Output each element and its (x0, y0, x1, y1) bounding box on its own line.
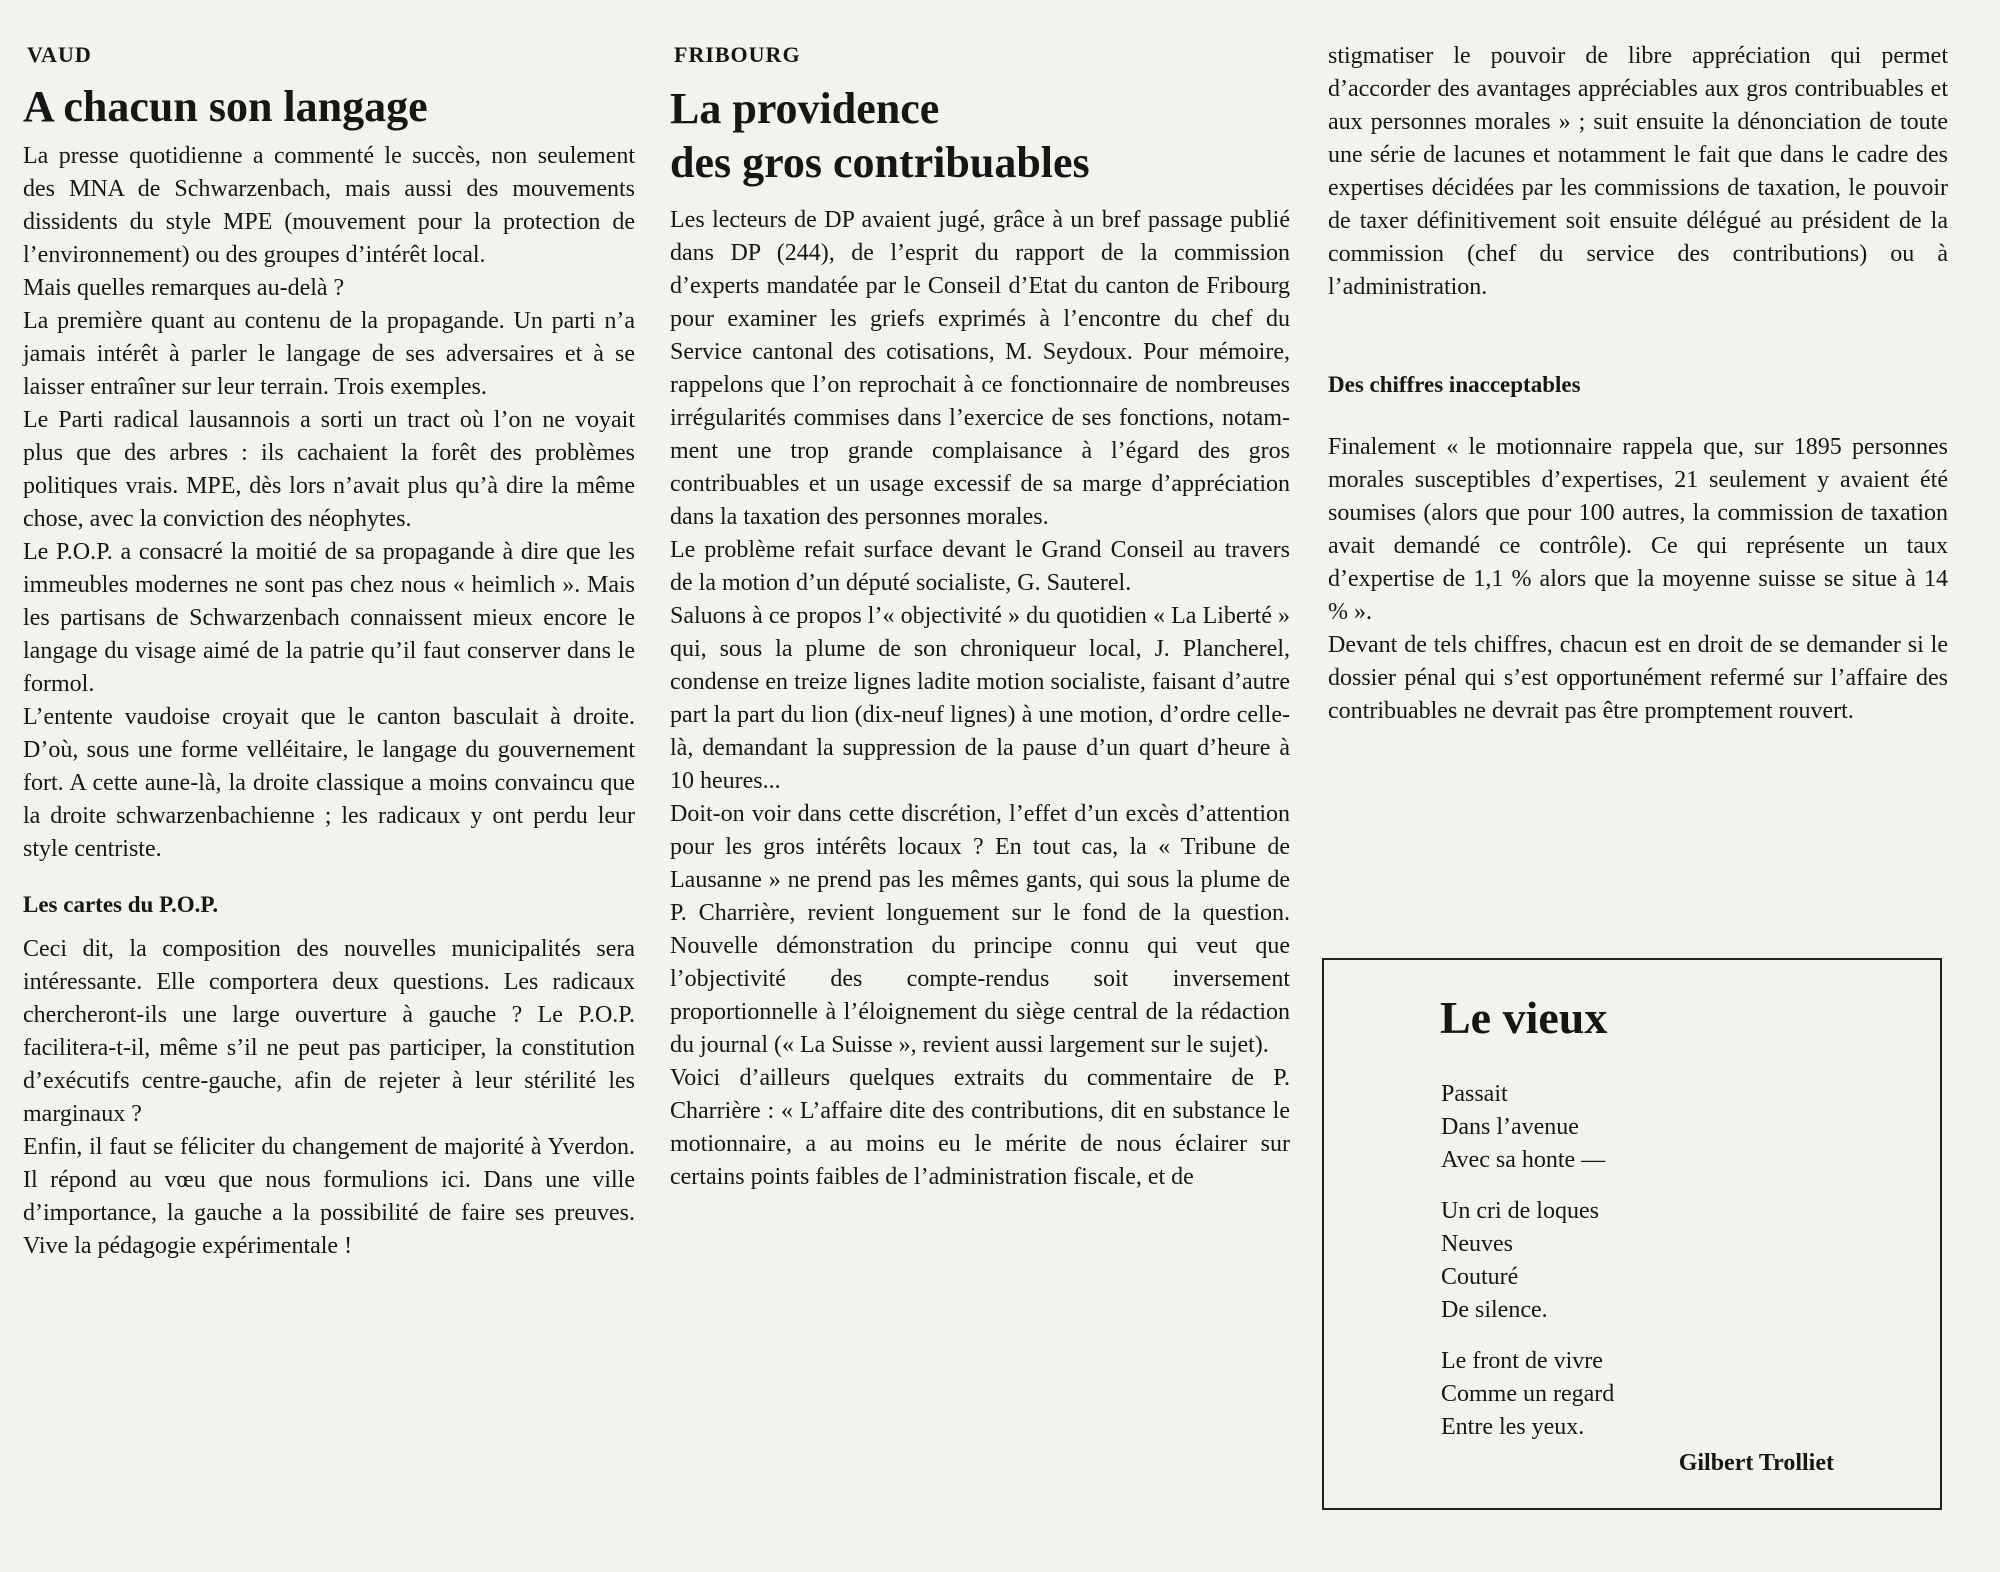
poem-line: Passait (1441, 1081, 1508, 1107)
poem-line: Un cri de loques (1441, 1198, 1599, 1224)
poem-stanza (1441, 1078, 1614, 1177)
paragraph: La première quant au contenu de la propagande. Un parti n’a jamais intérêt à parler le langage de ses adversaires et à se laisser entraîner sur leur terrain. Trois exemples. (23, 308, 635, 400)
poem-line: Entre les yeux. (1441, 1414, 1585, 1440)
paragraph: L’entente vaudoise croyait que le canton basculait à droite. D’où, sous une forme velléitaire, le langage du gouvernement fort. A cette aune-là, la droite classique a moins convaincu que la droite schwarzenbachienne ; les radicaux y ont perdu leur style centriste. (23, 704, 635, 862)
poem-author: Gilbert Trolliet (1678, 1450, 1834, 1476)
headline-line-2: des gros contribuables (670, 138, 1090, 187)
paragraph: Finalement « le motionnaire rappela que, sur 1895 personnes morales susceptibles d’expertises, 21 seulement y avaient été soumises (alors que pour 100 autres, la commission de taxation avait demandé ce contrôle). Ce qui représente un taux d’expertise de 1,1 % alors que la moyenne suisse se situe à 14 % ». (1328, 434, 1948, 625)
poem-line: Le front de vivre (1441, 1348, 1603, 1374)
paragraph: Ceci dit, la composition des nouvelles municipalités sera intéressante. Elle comportera deux questions. Les radicaux chercheront-ils une large ouverture à gauche ? Le P.O.P. facilitera-t-il, même s’il ne peut pas participer, la constitution d’exécutifs centre-gauche, afin de rejeter à leur stérilité les marginaux ? (23, 936, 635, 1127)
article-fribourg-continued (1328, 40, 1948, 728)
article-headline: A chacun son langage (23, 82, 428, 131)
paragraph: Le Parti radical lausannois a sorti un tract où l’on ne voyait plus que des arbres : ils cachaient la forêt des problèmes politiques vrais. MPE, dès lors n’avait plus qu’à dire la même chose, avec la conviction des néophytes. (23, 407, 635, 532)
paragraph: Saluons à ce propos l’« objectivité » du quotidien « La Liberté » qui, sous la plume de son chroniqueur local, J. Plancherel, condense en treize lignes ladite motion socialiste, faisant d’autre part la part du lion (dix-neuf lignes) à une motion, d’ordre celle-là, demandant la suppression de la pause d’un quart d’heure à 10 heures... (670, 603, 1290, 794)
article-fribourg (670, 38, 1290, 1194)
poem-line: Comme un regard (1441, 1381, 1615, 1407)
section-kicker: FRIBOURG (674, 42, 801, 67)
poem-title: Le vieux (1440, 992, 1608, 1043)
poem-line: Couturé (1441, 1264, 1519, 1290)
paragraph: stigmatiser le pouvoir de libre appréciation qui permet d’accorder des avantages appréciables aux gros contribuables et aux personnes morales » ; suit ensuite la dénonciation de toute une série de lacunes et notamment le fait que dans le cadre des expertises décidées par les commissions de taxation, le pouvoir de taxer définitivement soit ensuite délégué au président de la commission (chef du service des contributions) ou à l’administration. (1328, 43, 1948, 300)
poem-stanza (1441, 1345, 1614, 1444)
poem-stanza (1441, 1195, 1614, 1327)
section-kicker: VAUD (27, 42, 92, 67)
article-vaud (23, 38, 635, 1263)
paragraph: Devant de tels chiffres, chacun est en droit de se demander si le dossier pénal qui s’est opportunément refermé sur l’affaire des contribuables ne devrait pas être promptement rouvert. (1328, 632, 1948, 724)
poem-line: Neuves (1441, 1231, 1513, 1257)
paragraph: Voici d’ailleurs quelques extraits du commentaire de P. Charrière : « L’affaire dite des contributions, dit en substance le motionnaire, a au moins eu le mérite de nous éclairer sur certains points faibles de l’administration fiscale, et de (670, 1065, 1290, 1190)
paragraph: Mais quelles remarques au-delà ? (23, 275, 345, 301)
headline-line-1: La providence (670, 84, 940, 133)
poem-line: Dans l’avenue (1441, 1114, 1579, 1140)
poem-box (1322, 958, 1942, 1510)
poem-line: De silence. (1441, 1297, 1548, 1323)
paragraph: Le P.O.P. a consacré la moitié de sa propagande à dire que les immeubles modernes ne sont pas chez nous « heimlich ». Mais les partisans de Schwarzenbach connaissent mieux encore le langage du visage aimé de la patrie qu’il faut conserver dans le formol. (23, 539, 635, 697)
paragraph: Le problème refait surface devant le Grand Conseil au travers de la motion d’un député socialiste, G. Sauterel. (670, 537, 1290, 596)
subheading: Les cartes du P.O.P. (23, 892, 219, 917)
poem-line: Avec sa honte — (1441, 1147, 1606, 1173)
poem-body (1441, 1078, 1614, 1462)
subheading: Des chiffres inacceptables (1328, 372, 1581, 397)
article-headline (670, 82, 1290, 190)
paragraph: Doit-on voir dans cette discrétion, l’effet d’un excès d’attention pour les gros intérêts locaux ? En tout cas, la « Tribune de Lausanne » ne prend pas les mêmes gants, qui sous la plume de P. Charrière, revient longuement sur le fond de la question. Nouvelle démonstration du principe connu qui veut que l’objectivité des compte-rendus soit inversement proportionnelle à l’éloignement du siège central de la rédaction du journal (« La Suisse », revient aussi largement sur le sujet). (670, 801, 1290, 1058)
paragraph: La presse quotidienne a commenté le succès, non seulement des MNA de Schwarzenbach, mais aussi des mouvements dissidents du style MPE (mouvement pour la protection de l’environnement) ou des groupes d’intérêt local. (23, 143, 635, 268)
paragraph: Les lecteurs de DP avaient jugé, grâce à un bref passage publié dans DP (244), de l’esprit du rapport de la commission d’experts mandatée par le Conseil d’Etat du canton de Fribourg pour examiner les griefs exprimés à l’encontre du chef du Service cantonal des cotisations, M. Seydoux. Pour mémoire, rappelons que l’on reprochait à ce fonctionnaire de nombreuses irrégularités commises dans l’exercice de ses fonctions, notamment une trop grande complaisance à l’égard des gros contribuables et un usage excessif de sa marge d’appréciation dans la taxation des personnes morales. (670, 207, 1290, 530)
paragraph: Enfin, il faut se féliciter du changement de majorité à Yverdon. Il répond au vœu que nous formulions ici. Dans une ville d’importance, la gauche a la possibilité de faire ses preuves. Vive la pédagogie expérimentale ! (23, 1134, 635, 1259)
